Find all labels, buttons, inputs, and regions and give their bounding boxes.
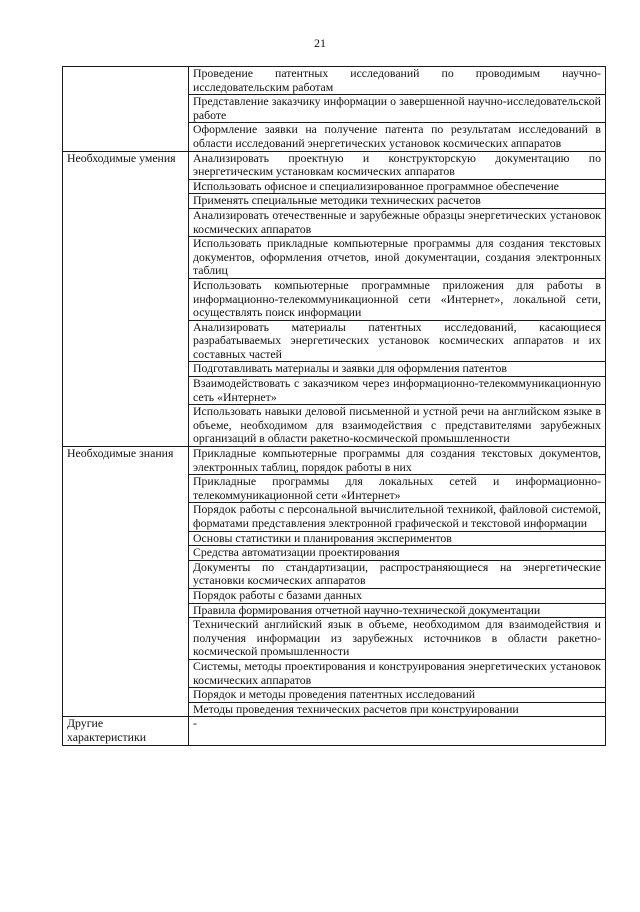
table-cell: Представление заказчику информации о завершенной научно-исследовательской работе bbox=[189, 95, 606, 123]
table-cell: Правила формирования отчетной научно-технической документации bbox=[189, 603, 606, 618]
table-cell: - bbox=[189, 717, 606, 745]
table-row bbox=[63, 151, 606, 179]
table-cell: Анализировать проектную и конструкторскую документацию по энергетическим установкам космических аппаратов bbox=[189, 151, 606, 179]
table-cell: Применять специальные методики технических расчетов bbox=[189, 194, 606, 209]
table-cell: Методы проведения технических расчетов при конструировании bbox=[189, 702, 606, 717]
table-row bbox=[63, 67, 606, 95]
section-label bbox=[63, 67, 189, 152]
table-cell: Использовать офисное и специализированное программное обеспечение bbox=[189, 179, 606, 194]
section-label: Другие характеристики bbox=[63, 717, 189, 745]
table-row bbox=[63, 447, 606, 475]
table-cell: Основы статистики и планирования экспериментов bbox=[189, 531, 606, 546]
table-cell: Прикладные компьютерные программы для создания текстовых документов, электронных таблиц, порядок работы в них bbox=[189, 447, 606, 475]
table-cell: Подготавливать материалы и заявки для оформления патентов bbox=[189, 362, 606, 377]
table-cell: Анализировать отечественные и зарубежные образцы энергетических установок космических аппаратов bbox=[189, 208, 606, 236]
table-cell: Порядок работы с базами данных bbox=[189, 588, 606, 603]
table-cell: Взаимодействовать с заказчиком через информационно-телекоммуникационную сеть «Интернет» bbox=[189, 377, 606, 405]
qualification-table-body bbox=[63, 67, 606, 746]
table-cell: Оформление заявки на получение патента по результатам исследований в области исследований энергетических установок космических аппаратов bbox=[189, 123, 606, 151]
table-cell: Порядок работы с персональной вычислительной техникой, файловой системой, форматами представления электронной графической и текстовой информации bbox=[189, 503, 606, 531]
table-cell: Использовать компьютерные программные приложения для работы в информационно-телекоммуникационной сети «Интернет», локальной сети, осуществлять поиск информации bbox=[189, 278, 606, 320]
qualification-table bbox=[62, 66, 606, 746]
table-cell: Технический английский язык в объеме, необходимом для взаимодействия и получения информации из зарубежных источников в области ракетно-космической промышленности bbox=[189, 618, 606, 660]
section-label: Необходимые умения bbox=[63, 151, 189, 446]
section-label: Необходимые знания bbox=[63, 447, 189, 717]
table-cell: Анализировать материалы патентных исследований, касающиеся разрабатываемых энергетических установок космических аппаратов и их составных частей bbox=[189, 320, 606, 362]
table-row bbox=[63, 717, 606, 745]
table-cell: Прикладные программы для локальных сетей и информационно-телекоммуникационной сети «Интернет» bbox=[189, 475, 606, 503]
table-cell: Использовать прикладные компьютерные программы для создания текстовых документов, оформления отчетов, иной документации, создания электронных таблиц bbox=[189, 237, 606, 279]
table-cell: Средства автоматизации проектирования bbox=[189, 546, 606, 561]
table-cell: Проведение патентных исследований по проводимым научно-исследовательским работам bbox=[189, 67, 606, 95]
table-cell: Документы по стандартизации, распространяющиеся на энергетические установки космических аппаратов bbox=[189, 560, 606, 588]
table-cell: Системы, методы проектирования и конструирования энергетических установок космических аппаратов bbox=[189, 659, 606, 687]
table-cell: Использовать навыки деловой письменной и устной речи на английском языке в объеме, необходимом для взаимодействия с представителями зарубежных организаций в области ракетно-космической промышленности bbox=[189, 405, 606, 447]
table-cell: Порядок и методы проведения патентных исследований bbox=[189, 688, 606, 703]
page-number: 21 bbox=[314, 36, 326, 50]
